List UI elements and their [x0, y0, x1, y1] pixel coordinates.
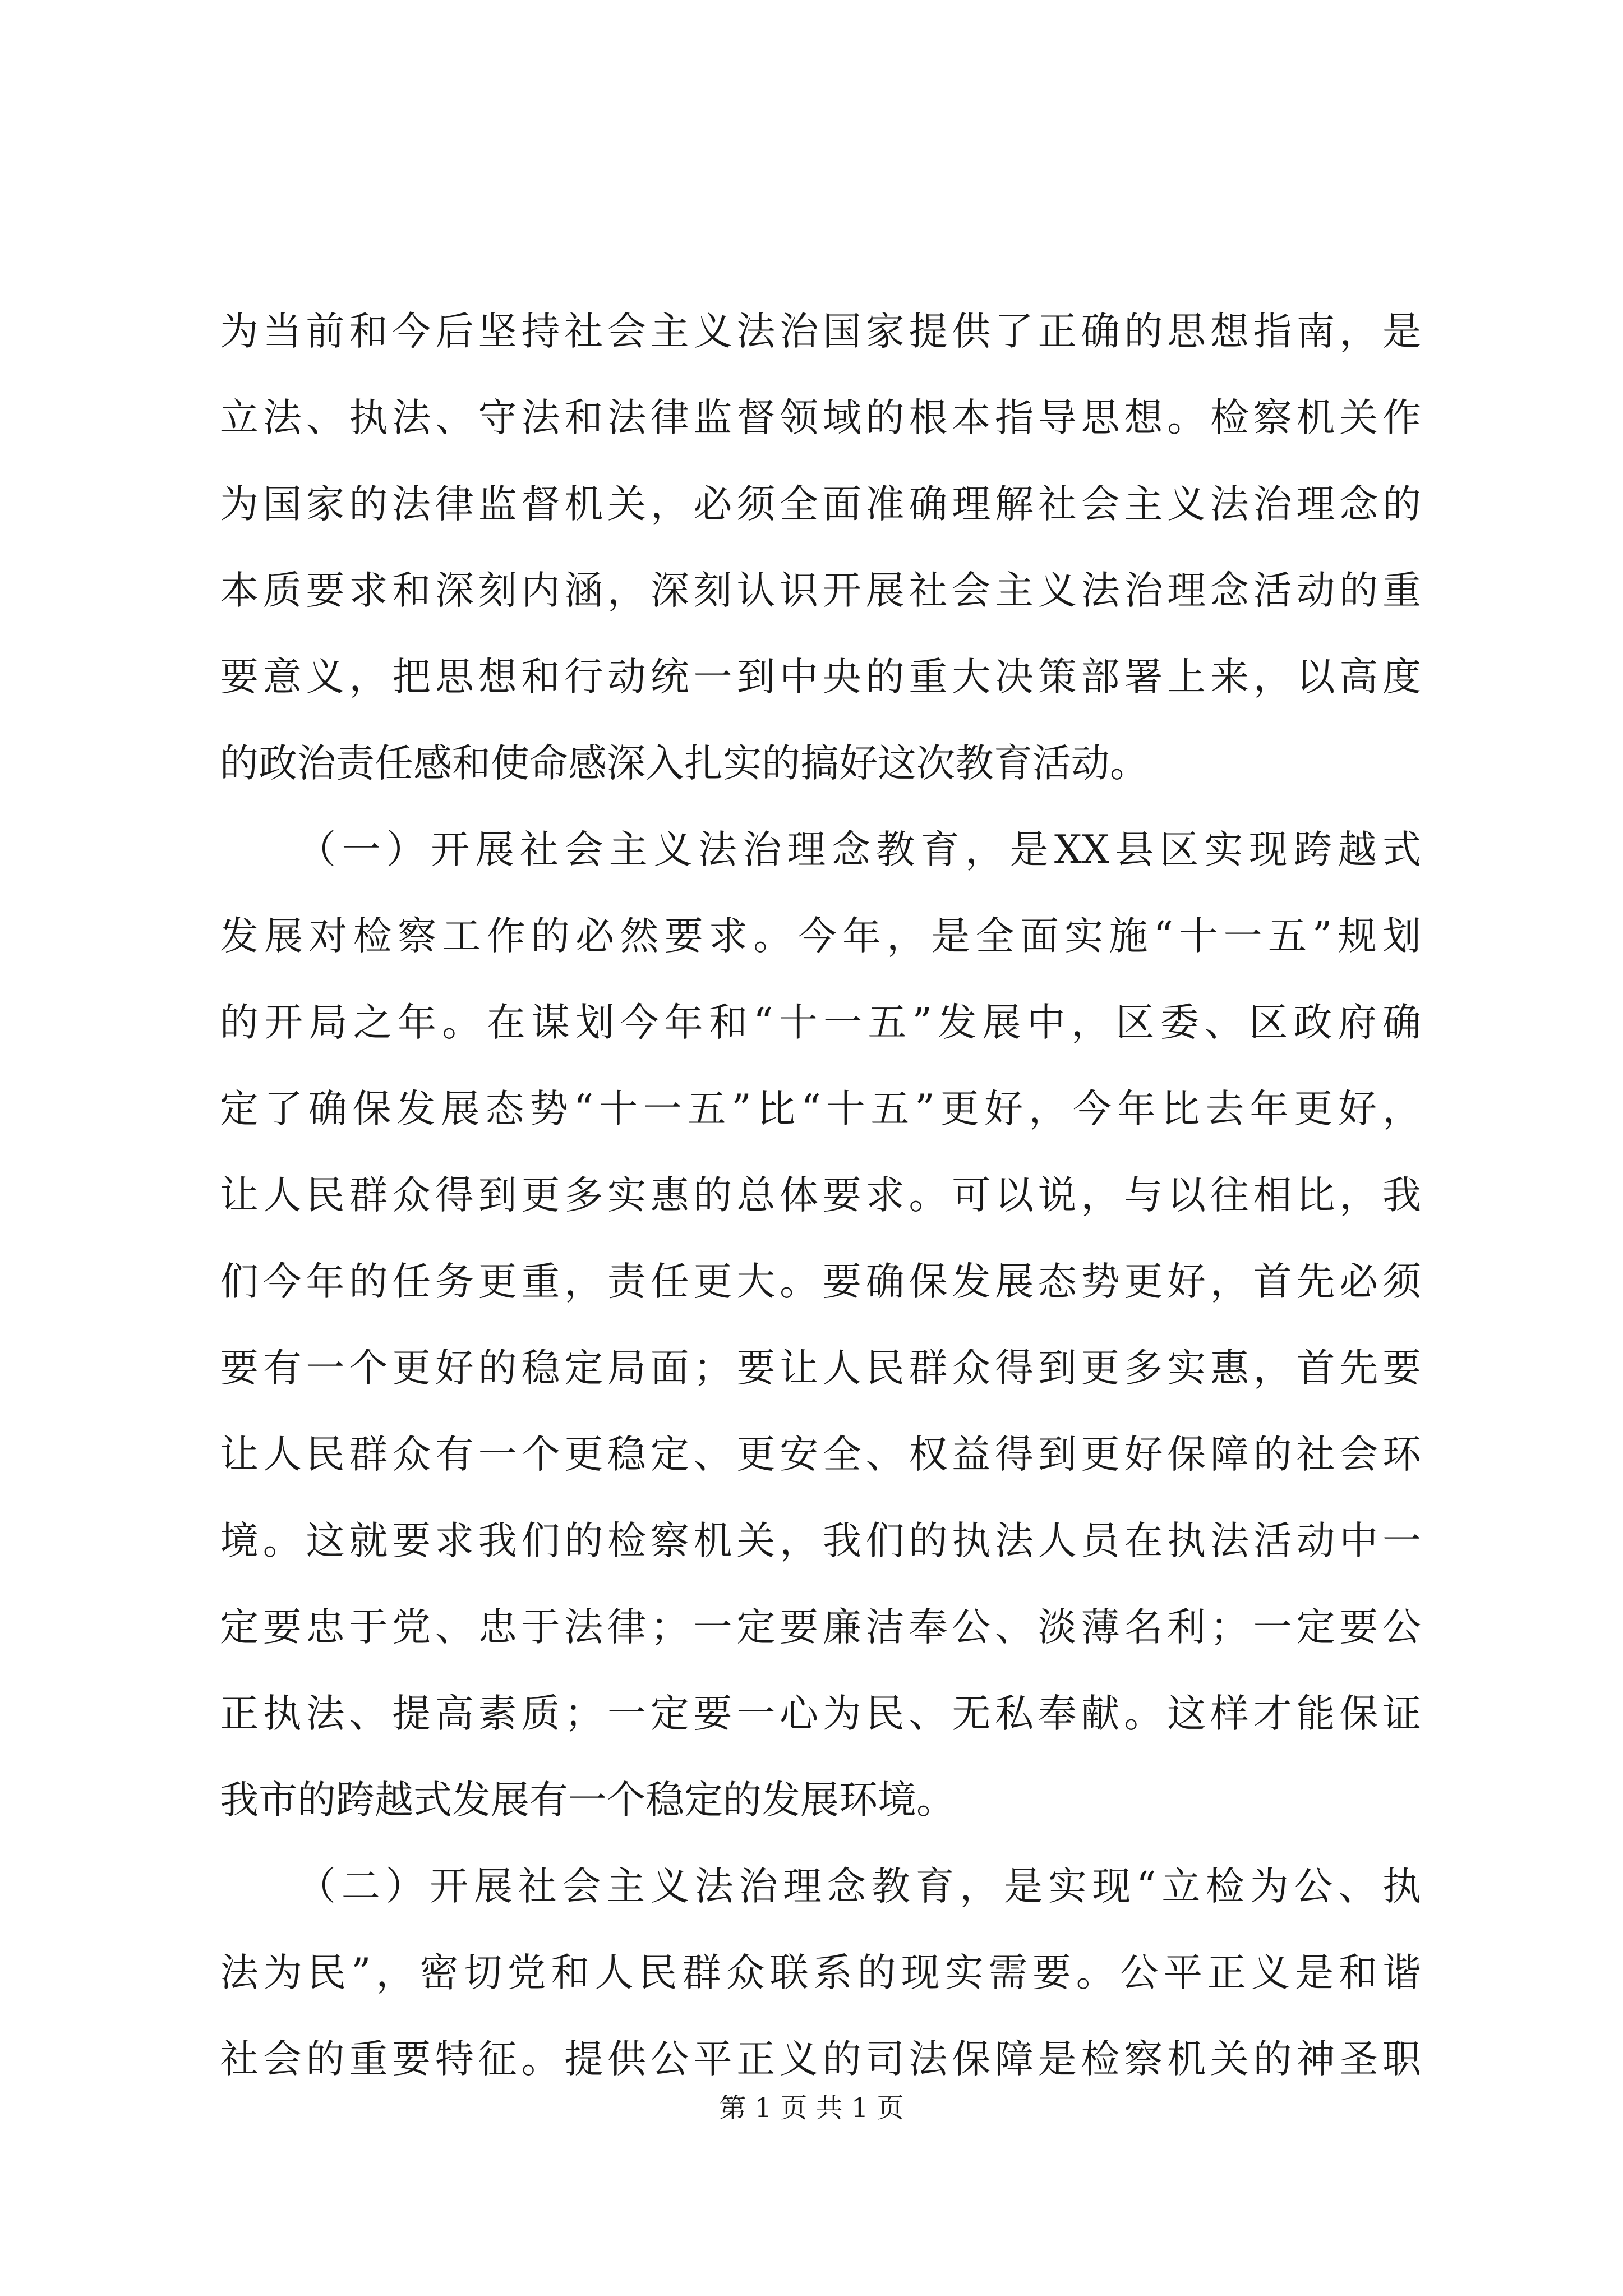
text-line: 让人民群众有一个更稳定、更安全、权益得到更好保障的社会环 [220, 1432, 1421, 1477]
text-line: 的开局之年。在谋划今年和“十一五”发展中，区委、区政府确 [220, 1000, 1421, 1045]
text-line: 为当前和今后坚持社会主义法治国家提供了正确的思想指南，是 [220, 309, 1421, 354]
text-line: 让人民群众得到更多实惠的总体要求。可以说，与以往相比，我 [220, 1173, 1421, 1218]
text-line: 发展对检察工作的必然要求。今年，是全面实施“十一五”规划 [220, 914, 1421, 959]
text-line: 们今年的任务更重，责任更大。要确保发展态势更好，首先必须 [220, 1259, 1421, 1304]
text-line: 我市的跨越式发展有一个稳定的发展环境。 [220, 1778, 955, 1823]
text-line: 立法、执法、守法和法律监督领域的根本指导思想。检察机关作 [220, 395, 1421, 440]
text-line: 为国家的法律监督机关，必须全面准确理解社会主义法治理念的 [220, 482, 1421, 527]
text-line: 境。这就要求我们的检察机关，我们的执法人员在执法活动中一 [220, 1519, 1421, 1563]
page-footer [0, 2086, 1623, 2131]
text-line: 社会的重要特征。提供公平正义的司法保障是检察机关的神圣职 [220, 2037, 1421, 2082]
text-line: 要意义，把思想和行动统一到中央的重大决策部署上来，以高度 [220, 655, 1421, 700]
paragraph-first-line: （二）开展社会主义法治理念教育，是实现“立检为公、执 [297, 1864, 1421, 1909]
text-line: 法为民”，密切党和人民群众联系的现实需要。公平正义是和谐 [220, 1950, 1421, 1995]
paragraph-first-line: （一）开展社会主义法治理念教育，是XX县区实现跨越式 [297, 827, 1421, 872]
text-line: 正执法、提高素质；一定要一心为民、无私奉献。这样才能保证 [220, 1691, 1421, 1736]
page-number: 第 1 页 共 1 页 [719, 2092, 904, 2124]
text-line: 的政治责任感和使命感深入扎实的搞好这次教育活动。 [220, 741, 1149, 786]
text-line: 本质要求和深刻内涵，深刻认识开展社会主义法治理念活动的重 [220, 568, 1421, 613]
text-line: 要有一个更好的稳定局面；要让人民群众得到更多实惠，首先要 [220, 1346, 1421, 1391]
text-line: 定要忠于党、忠于法律；一定要廉洁奉公、淡薄名利；一定要公 [220, 1605, 1421, 1650]
body-text [220, 288, 1421, 2102]
text-line: 定了确保发展态势“十一五”比“十五”更好，今年比去年更好， [220, 1087, 1421, 1131]
